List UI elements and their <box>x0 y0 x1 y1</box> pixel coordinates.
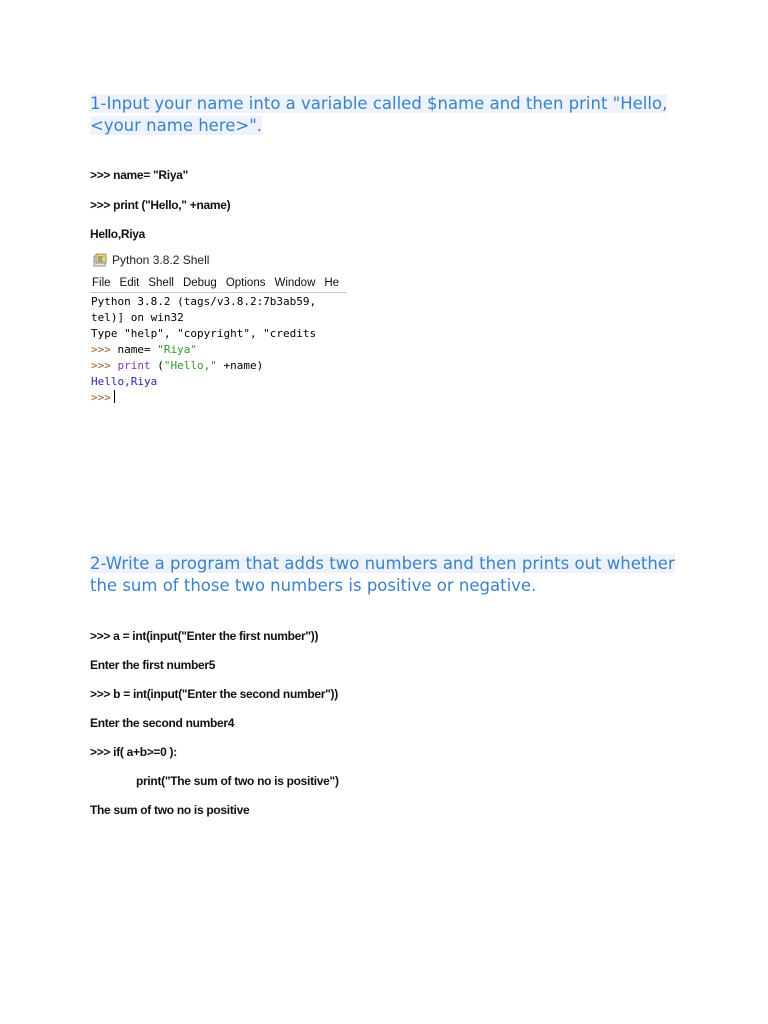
question-1-heading-line1: 1-Input your name into a variable called $name and then print "Hello, <box>90 94 668 113</box>
question-1-heading-line2: <your name here>". <box>90 116 263 135</box>
menu-edit[interactable]: Edit <box>119 277 140 289</box>
menu-help[interactable]: He <box>324 277 340 289</box>
shell-prompt: >>> <box>91 391 111 404</box>
code-line: >>> a = int(input("Enter the first number")) <box>90 629 319 643</box>
shell-code: ( <box>150 359 164 372</box>
question-1-heading <box>90 93 690 137</box>
question-2-heading-line2: the sum of those two numbers is positive or negative. <box>90 576 537 595</box>
question-2-heading-line1: 2-Write a program that adds two numbers and then prints out whether <box>90 554 675 573</box>
output-line: The sum of two no is positive <box>90 803 250 817</box>
shell-output-area[interactable] <box>91 294 346 406</box>
code-line: >>> name= "Riya" <box>90 168 188 182</box>
shell-keyword: print <box>117 359 151 372</box>
code-line: >>> if( a+b>=0 ): <box>90 745 177 759</box>
menu-window[interactable]: Window <box>274 277 316 289</box>
shell-string: "Hello," <box>163 359 217 372</box>
output-line: Hello,Riya <box>90 227 146 241</box>
menu-shell[interactable]: Shell <box>148 277 174 289</box>
shell-menubar <box>90 274 346 293</box>
question-2-heading <box>90 553 690 597</box>
shell-titlebar <box>90 250 346 270</box>
shell-string: "Riya" <box>157 343 197 356</box>
output-line: Enter the second number4 <box>90 716 235 730</box>
menu-debug[interactable]: Debug <box>182 277 217 289</box>
shell-banner-line: Type "help", "copyright", "credits <box>91 327 317 340</box>
shell-banner-line: tel)] on win32 <box>91 311 184 324</box>
menu-options[interactable]: Options <box>225 277 266 289</box>
shell-banner-line: Python 3.8.2 (tags/v3.8.2:7b3ab59, <box>91 295 317 308</box>
shell-code: name= <box>110 343 158 356</box>
python-idle-icon <box>93 253 107 267</box>
shell-prompt: >>> <box>91 359 111 372</box>
shell-output: Hello,Riya <box>91 375 158 388</box>
code-line: >>> b = int(input("Enter the second number")) <box>90 687 338 701</box>
code-line: print("The sum of two no is positive") <box>136 774 339 788</box>
shell-title: Python 3.8.2 Shell <box>112 253 210 267</box>
shell-prompt: >>> <box>91 343 111 356</box>
output-line: Enter the first number5 <box>90 658 216 672</box>
text-cursor <box>114 390 116 403</box>
code-line: >>> print ("Hello," +name) <box>90 198 231 212</box>
menu-file[interactable]: File <box>92 277 111 289</box>
shell-code: +name) <box>216 359 264 372</box>
python-shell-screenshot <box>90 250 346 410</box>
